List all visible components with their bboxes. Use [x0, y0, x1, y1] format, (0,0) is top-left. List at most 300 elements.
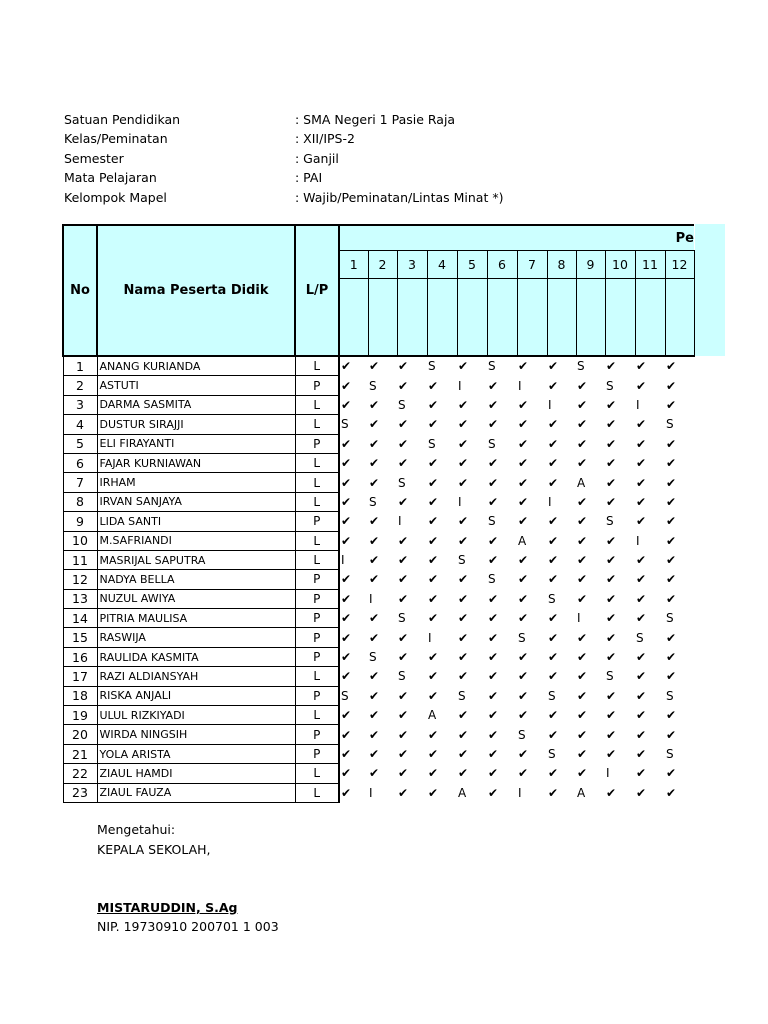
- attendance-mark: ✔: [458, 572, 469, 587]
- attendance-mark: ✔: [606, 359, 617, 374]
- table-row: [63, 434, 694, 453]
- student-gender: L: [295, 531, 339, 550]
- attendance-mark: ✔: [341, 359, 352, 374]
- attendance-mark: ✔: [518, 688, 529, 703]
- attendance-mark: ✔: [577, 378, 588, 393]
- attendance-mark: ✔: [398, 359, 409, 374]
- attendance-mark: I: [548, 397, 552, 412]
- student-name: PITRIA MAULISA: [97, 609, 295, 628]
- attendance-mark: ✔: [458, 708, 469, 723]
- header-day: 5: [457, 251, 487, 279]
- attendance-mark: ✔: [606, 785, 617, 800]
- attendance-mark: ✔: [369, 514, 380, 529]
- attendance-mark: ✔: [548, 766, 559, 781]
- attendance-mark: ✔: [428, 553, 439, 568]
- attendance-mark: S: [488, 572, 496, 587]
- student-gender: P: [295, 609, 339, 628]
- attendance-mark: ✔: [398, 688, 409, 703]
- attendance-mark: ✔: [488, 553, 499, 568]
- row-number: 5: [63, 434, 97, 453]
- student-gender: L: [295, 783, 339, 802]
- attendance-table: [62, 224, 695, 803]
- attendance-mark: ✔: [606, 611, 617, 626]
- attendance-mark: ✔: [666, 766, 677, 781]
- header-day: 10: [605, 251, 635, 279]
- student-name: MASRIJAL SAPUTRA: [97, 550, 295, 569]
- attendance-mark: ✔: [488, 630, 499, 645]
- attendance-mark: ✔: [428, 533, 439, 548]
- student-name: NADYA BELLA: [97, 570, 295, 589]
- attendance-mark: ✔: [548, 650, 559, 665]
- attendance-mark: ✔: [369, 456, 380, 471]
- attendance-mark: ✔: [636, 553, 647, 568]
- attendance-mark: I: [577, 611, 581, 626]
- attendance-mark: ✔: [577, 553, 588, 568]
- attendance-mark: S: [666, 611, 674, 626]
- attendance-mark: ✔: [398, 533, 409, 548]
- row-number: 3: [63, 395, 97, 414]
- attendance-mark: ✔: [636, 456, 647, 471]
- row-number: 12: [63, 570, 97, 589]
- attendance-mark: I: [458, 378, 462, 393]
- attendance-mark: ✔: [666, 359, 677, 374]
- attendance-mark: ✔: [341, 572, 352, 587]
- row-number: 8: [63, 492, 97, 511]
- row-number: 20: [63, 725, 97, 744]
- student-name: YOLA ARISTA: [97, 744, 295, 763]
- attendance-mark: ✔: [548, 514, 559, 529]
- attendance-mark: ✔: [398, 630, 409, 645]
- attendance-mark: ✔: [548, 436, 559, 451]
- table-row: [63, 415, 694, 434]
- principal-nip: NIP. 19730910 200701 1 003: [97, 919, 279, 934]
- attendance-mark: ✔: [428, 766, 439, 781]
- student-gender: P: [295, 376, 339, 395]
- attendance-mark: ✔: [666, 591, 677, 606]
- attendance-mark: ✔: [369, 727, 380, 742]
- attendance-mark: ✔: [398, 708, 409, 723]
- attendance-mark: ✔: [428, 475, 439, 490]
- attendance-mark: ✔: [341, 669, 352, 684]
- info-value: : SMA Negeri 1 Pasie Raja: [295, 112, 456, 127]
- attendance-mark: ✔: [636, 747, 647, 761]
- attendance-mark: ✔: [458, 611, 469, 626]
- attendance-mark: S: [666, 688, 674, 703]
- attendance-mark: S: [666, 417, 674, 432]
- attendance-mark: ✔: [428, 572, 439, 587]
- attendance-mark: ✔: [636, 650, 647, 665]
- attendance-mark: ✔: [636, 475, 647, 490]
- table-row: [63, 570, 694, 589]
- attendance-mark: ✔: [488, 475, 499, 490]
- attendance-mark: ✔: [341, 456, 352, 471]
- attendance-mark: ✔: [518, 766, 529, 781]
- attendance-mark: ✔: [577, 417, 588, 432]
- header-day: 4: [427, 251, 457, 279]
- attendance-mark: ✔: [488, 417, 499, 432]
- attendance-mark: A: [518, 533, 527, 548]
- attendance-mark: ✔: [458, 727, 469, 742]
- attendance-mark: ✔: [458, 514, 469, 529]
- row-number: 2: [63, 376, 97, 395]
- attendance-mark: ✔: [369, 708, 380, 723]
- attendance-mark: ✔: [458, 475, 469, 490]
- attendance-mark: I: [398, 514, 402, 529]
- attendance-mark: ✔: [666, 650, 677, 665]
- attendance-mark: ✔: [577, 727, 588, 742]
- student-gender: P: [295, 512, 339, 531]
- attendance-mark: ✔: [458, 436, 469, 451]
- table-row: [63, 764, 694, 783]
- info-value: : Wajib/Peminatan/Lintas Minat *): [295, 189, 504, 205]
- attendance-mark: S: [548, 747, 556, 761]
- student-gender: L: [295, 667, 339, 686]
- table-row: [63, 473, 694, 492]
- student-gender: P: [295, 570, 339, 589]
- attendance-mark: ✔: [518, 436, 529, 451]
- attendance-mark: ✔: [666, 514, 677, 529]
- attendance-mark: ✔: [606, 747, 617, 761]
- attendance-mark: ✔: [341, 747, 352, 761]
- attendance-mark: ✔: [577, 397, 588, 412]
- student-name: M.SAFRIANDI: [97, 531, 295, 550]
- student-gender: P: [295, 686, 339, 705]
- table-row: [63, 492, 694, 511]
- attendance-mark: ✔: [606, 688, 617, 703]
- attendance-mark: ✔: [606, 591, 617, 606]
- attendance-mark: ✔: [341, 611, 352, 626]
- table-row: [63, 706, 694, 725]
- attendance-mark: ✔: [458, 359, 469, 374]
- header-day-blank: [427, 279, 457, 357]
- attendance-mark: S: [341, 417, 349, 432]
- attendance-mark: ✔: [518, 669, 529, 684]
- attendance-mark: ✔: [428, 650, 439, 665]
- row-number: 13: [63, 589, 97, 608]
- attendance-mark: ✔: [369, 688, 380, 703]
- attendance-mark: ✔: [577, 669, 588, 684]
- attendance-mark: ✔: [369, 397, 380, 412]
- attendance-mark: ✔: [398, 572, 409, 587]
- table-row: [63, 609, 694, 628]
- attendance-mark: ✔: [428, 591, 439, 606]
- student-name: RAULIDA KASMITA: [97, 647, 295, 666]
- attendance-mark: ✔: [548, 708, 559, 723]
- attendance-mark: ✔: [428, 494, 439, 509]
- attendance-mark: ✔: [458, 533, 469, 548]
- attendance-mark: ✔: [428, 514, 439, 529]
- attendance-mark: ✔: [548, 553, 559, 568]
- student-name: ZIAUL FAUZA: [97, 783, 295, 802]
- attendance-mark: ✔: [606, 397, 617, 412]
- student-name: DUSTUR SIRAJJI: [97, 415, 295, 434]
- attendance-mark: ✔: [518, 514, 529, 529]
- student-name: ZIAUL HAMDI: [97, 764, 295, 783]
- attendance-mark: ✔: [398, 766, 409, 781]
- attendance-mark: ✔: [369, 572, 380, 587]
- attendance-mark: A: [458, 785, 467, 800]
- attendance-mark: I: [458, 494, 462, 509]
- attendance-mark: ✔: [518, 475, 529, 490]
- attendance-mark: ✔: [341, 650, 352, 665]
- attendance-mark: ✔: [458, 397, 469, 412]
- attendance-mark: ✔: [606, 456, 617, 471]
- header-no: No: [63, 225, 97, 356]
- attendance-mark: ✔: [548, 727, 559, 742]
- attendance-mark: ✔: [428, 378, 439, 393]
- attendance-mark: ✔: [548, 417, 559, 432]
- attendance-mark: ✔: [666, 785, 677, 800]
- attendance-mark: ✔: [666, 436, 677, 451]
- attendance-mark: ✔: [548, 359, 559, 374]
- attendance-mark: ✔: [606, 494, 617, 509]
- row-number: 7: [63, 473, 97, 492]
- attendance-mark: ✔: [488, 494, 499, 509]
- row-number: 1: [63, 356, 97, 376]
- header-day-blank: [605, 279, 635, 357]
- attendance-mark: ✔: [577, 456, 588, 471]
- attendance-mark: ✔: [606, 417, 617, 432]
- attendance-mark: ✔: [666, 630, 677, 645]
- info-label: Kelas/Peminatan: [64, 131, 168, 147]
- table-row: [63, 783, 694, 802]
- student-name: RAZI ALDIANSYAH: [97, 667, 295, 686]
- student-gender: P: [295, 647, 339, 666]
- attendance-mark: ✔: [518, 494, 529, 509]
- student-gender: L: [295, 550, 339, 569]
- attendance-mark: ✔: [341, 397, 352, 412]
- student-name: ASTUTI: [97, 376, 295, 395]
- attendance-mark: ✔: [458, 591, 469, 606]
- attendance-mark: ✔: [398, 494, 409, 509]
- row-number: 22: [63, 764, 97, 783]
- attendance-mark: ✔: [369, 766, 380, 781]
- attendance-mark: ✔: [458, 630, 469, 645]
- attendance-mark: ✔: [666, 494, 677, 509]
- attendance-mark: S: [518, 630, 526, 645]
- attendance-mark: ✔: [398, 436, 409, 451]
- attendance-mark: ✔: [577, 591, 588, 606]
- header-day-blank: [517, 279, 547, 357]
- attendance-mark: ✔: [488, 785, 499, 800]
- student-gender: P: [295, 725, 339, 744]
- attendance-mark: ✔: [577, 650, 588, 665]
- attendance-mark: S: [369, 494, 377, 509]
- attendance-mark: ✔: [577, 533, 588, 548]
- attendance-mark: ✔: [369, 747, 380, 761]
- attendance-mark: ✔: [428, 611, 439, 626]
- attendance-mark: ✔: [488, 650, 499, 665]
- table-row: [63, 647, 694, 666]
- attendance-mark: ✔: [548, 456, 559, 471]
- attendance-mark: S: [398, 669, 406, 684]
- attendance-mark: ✔: [548, 572, 559, 587]
- attendance-mark: ✔: [577, 436, 588, 451]
- info-value: : XII/IPS-2: [295, 131, 355, 147]
- attendance-mark: S: [606, 669, 614, 684]
- info-label: Satuan Pendidikan: [64, 112, 181, 127]
- attendance-mark: ✔: [458, 417, 469, 432]
- attendance-mark: ✔: [341, 591, 352, 606]
- header-day: 3: [397, 251, 427, 279]
- row-number: 11: [63, 550, 97, 569]
- attendance-mark: S: [488, 359, 496, 374]
- attendance-mark: ✔: [458, 669, 469, 684]
- header-day: 12: [665, 251, 694, 279]
- attendance-mark: I: [606, 766, 610, 781]
- attendance-mark: ✔: [341, 727, 352, 742]
- attendance-mark: ✔: [341, 766, 352, 781]
- attendance-mark: ✔: [548, 378, 559, 393]
- header-day: 11: [635, 251, 665, 279]
- attendance-mark: ✔: [577, 688, 588, 703]
- attendance-mark: S: [548, 688, 556, 703]
- attendance-mark: ✔: [636, 359, 647, 374]
- attendance-mark: ✔: [666, 378, 677, 393]
- attendance-mark: ✔: [369, 475, 380, 490]
- student-name: FAJAR KURNIAWAN: [97, 453, 295, 472]
- table-row: [63, 531, 694, 550]
- principal-name: MISTARUDDIN, S.Ag: [97, 900, 238, 915]
- attendance-mark: ✔: [636, 591, 647, 606]
- header-day-blank: [397, 279, 427, 357]
- header-day-blank: [576, 279, 605, 357]
- attendance-mark: I: [341, 553, 345, 568]
- student-name: IRHAM: [97, 473, 295, 492]
- student-name: ELI FIRAYANTI: [97, 434, 295, 453]
- row-number: 6: [63, 453, 97, 472]
- student-name: NUZUL AWIYA: [97, 589, 295, 608]
- principal-role: KEPALA SEKOLAH,: [97, 842, 211, 857]
- attendance-mark: ✔: [398, 378, 409, 393]
- header-day-blank: [635, 279, 665, 357]
- student-gender: L: [295, 473, 339, 492]
- attendance-mark: ✔: [341, 708, 352, 723]
- table-row: [63, 512, 694, 531]
- row-number: 19: [63, 706, 97, 725]
- attendance-mark: ✔: [636, 669, 647, 684]
- attendance-mark: S: [428, 436, 436, 451]
- attendance-mark: ✔: [548, 669, 559, 684]
- attendance-mark: ✔: [518, 417, 529, 432]
- attendance-mark: S: [398, 397, 406, 412]
- attendance-mark: ✔: [428, 688, 439, 703]
- attendance-mark: ✔: [518, 572, 529, 587]
- table-row: [63, 376, 694, 395]
- attendance-mark: ✔: [369, 669, 380, 684]
- attendance-mark: ✔: [341, 494, 352, 509]
- student-gender: L: [295, 453, 339, 472]
- attendance-mark: ✔: [636, 436, 647, 451]
- attendance-mark: ✔: [488, 688, 499, 703]
- attendance-mark: ✔: [606, 727, 617, 742]
- attendance-mark: S: [369, 650, 377, 665]
- attendance-mark: S: [428, 359, 436, 374]
- attendance-mark: ✔: [518, 591, 529, 606]
- attendance-mark: ✔: [428, 727, 439, 742]
- attendance-mark: ✔: [398, 727, 409, 742]
- attendance-mark: S: [398, 475, 406, 490]
- row-number: 16: [63, 647, 97, 666]
- table-row: [63, 628, 694, 647]
- attendance-mark: S: [488, 514, 496, 529]
- attendance-mark: ✔: [488, 611, 499, 626]
- attendance-mark: ✔: [488, 669, 499, 684]
- attendance-mark: I: [369, 591, 373, 606]
- attendance-mark: ✔: [398, 591, 409, 606]
- attendance-mark: ✔: [341, 533, 352, 548]
- attendance-mark: A: [428, 708, 437, 723]
- header-day-blank: [368, 279, 397, 357]
- attendance-mark: I: [518, 785, 522, 800]
- attendance-mark: ✔: [548, 785, 559, 800]
- attendance-mark: ✔: [518, 456, 529, 471]
- attendance-mark: ✔: [488, 591, 499, 606]
- attendance-mark: ✔: [636, 766, 647, 781]
- attendance-mark: A: [577, 475, 586, 490]
- attendance-mark: ✔: [428, 747, 439, 761]
- attendance-mark: ✔: [488, 766, 499, 781]
- attendance-mark: ✔: [606, 533, 617, 548]
- attendance-mark: ✔: [518, 359, 529, 374]
- attendance-mark: ✔: [636, 688, 647, 703]
- attendance-mark: A: [577, 785, 586, 800]
- attendance-mark: ✔: [606, 630, 617, 645]
- row-number: 14: [63, 609, 97, 628]
- attendance-mark: ✔: [666, 669, 677, 684]
- attendance-mark: ✔: [636, 708, 647, 723]
- attendance-mark: ✔: [636, 785, 647, 800]
- student-name: RISKA ANJALI: [97, 686, 295, 705]
- header-day: 7: [517, 251, 547, 279]
- attendance-mark: ✔: [428, 785, 439, 800]
- attendance-mark: ✔: [666, 456, 677, 471]
- attendance-mark: ✔: [548, 533, 559, 548]
- student-gender: L: [295, 415, 339, 434]
- header-day-blank: [487, 279, 517, 357]
- attendance-mark: ✔: [369, 417, 380, 432]
- table-row: [63, 686, 694, 705]
- row-number: 23: [63, 783, 97, 802]
- attendance-mark: S: [577, 359, 585, 374]
- attendance-mark: ✔: [488, 533, 499, 548]
- attendance-mark: ✔: [398, 417, 409, 432]
- acknowledge-label: Mengetahui:: [97, 822, 176, 837]
- attendance-mark: ✔: [636, 611, 647, 626]
- attendance-mark: ✔: [488, 747, 499, 761]
- attendance-mark: S: [518, 727, 526, 742]
- attendance-mark: ✔: [548, 611, 559, 626]
- attendance-mark: ✔: [548, 475, 559, 490]
- attendance-mark: ✔: [577, 514, 588, 529]
- attendance-mark: S: [458, 688, 466, 703]
- attendance-mark: ✔: [369, 436, 380, 451]
- student-gender: L: [295, 706, 339, 725]
- attendance-mark: ✔: [369, 359, 380, 374]
- student-name: ANANG KURIANDA: [97, 356, 295, 376]
- student-gender: P: [295, 628, 339, 647]
- attendance-mark: S: [636, 630, 644, 645]
- attendance-mark: ✔: [369, 553, 380, 568]
- attendance-mark: ✔: [398, 553, 409, 568]
- table-row: [63, 453, 694, 472]
- attendance-mark: ✔: [606, 650, 617, 665]
- student-gender: P: [295, 434, 339, 453]
- attendance-mark: ✔: [636, 378, 647, 393]
- attendance-mark: ✔: [369, 630, 380, 645]
- table-row: [63, 356, 694, 376]
- attendance-mark: S: [488, 436, 496, 451]
